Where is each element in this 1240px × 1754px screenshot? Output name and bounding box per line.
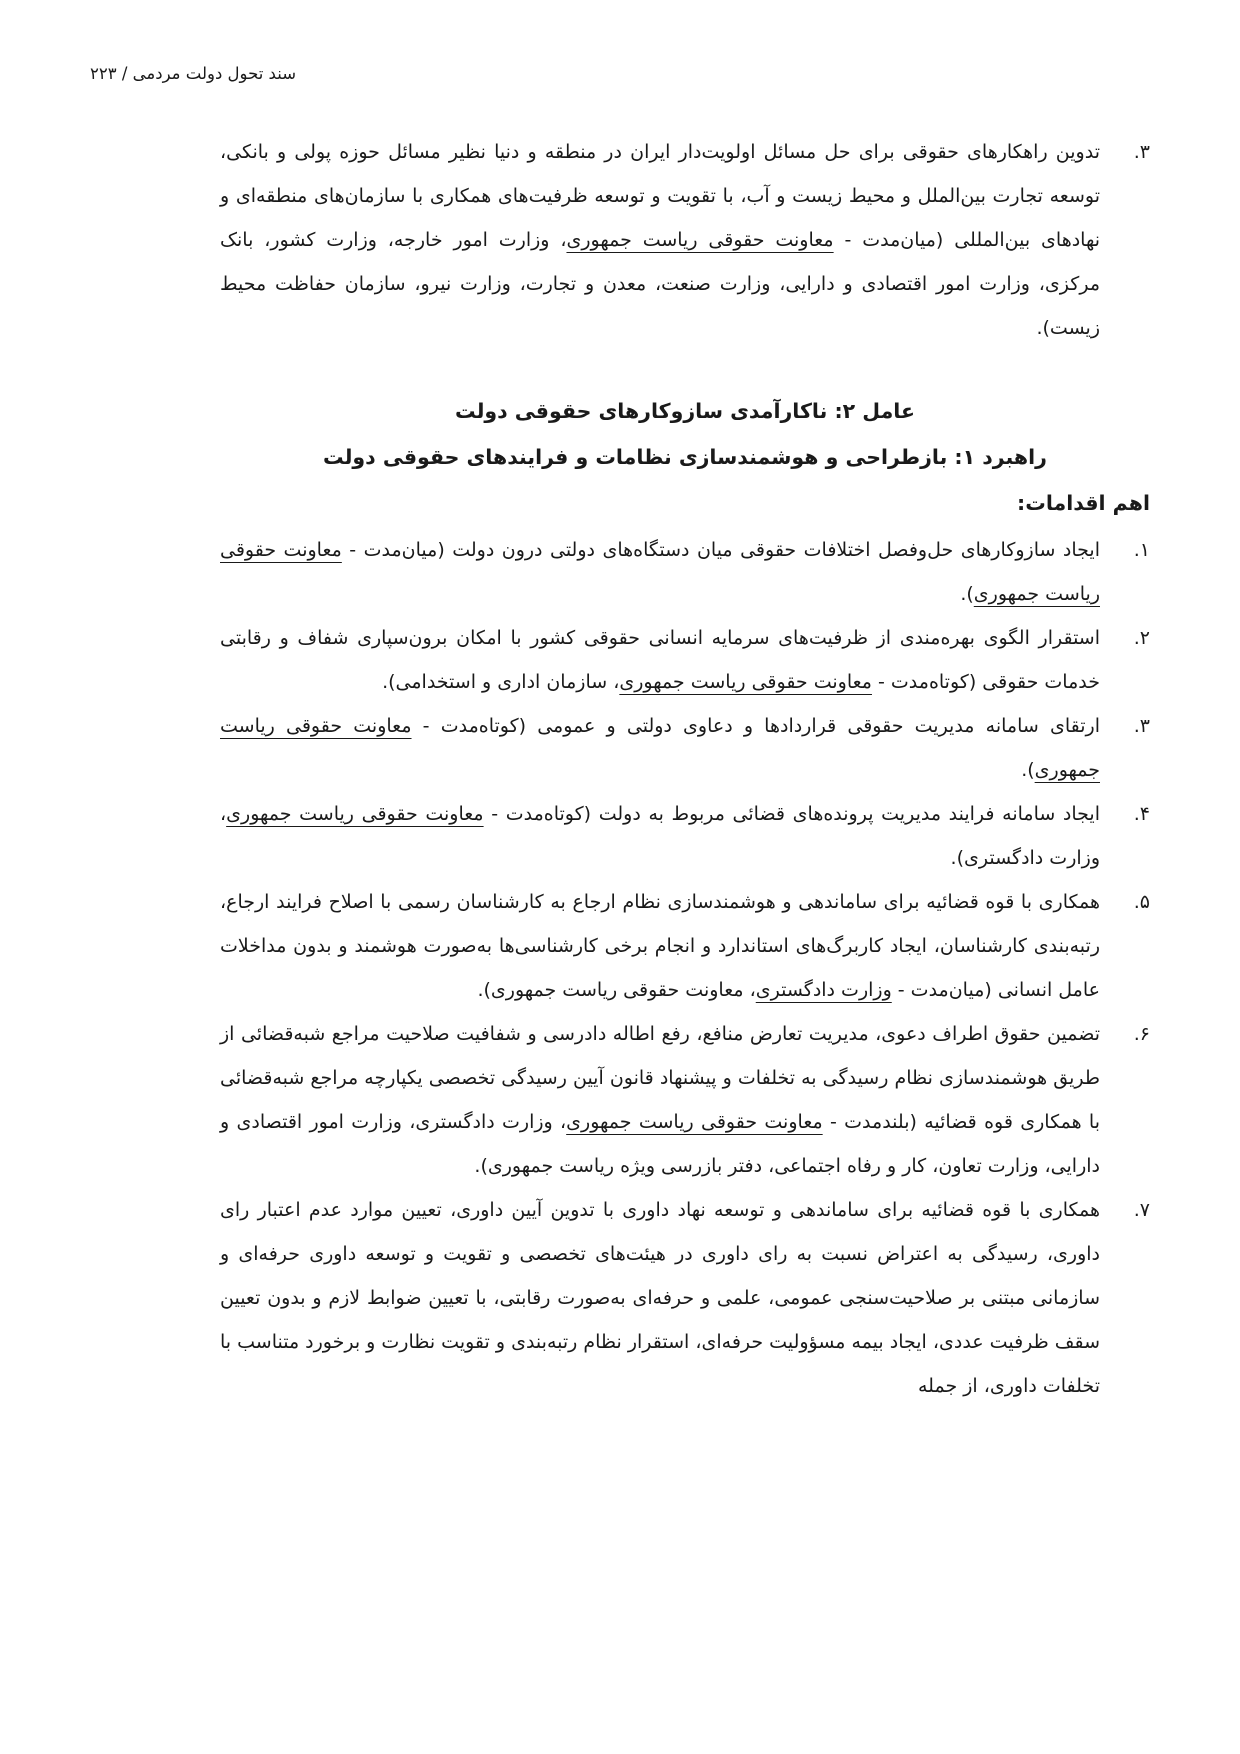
underlined-organization: معاونت حقوقی ریاست جمهوری [566, 229, 834, 251]
list-item [220, 528, 1150, 616]
list-item-text [220, 704, 1100, 792]
text-segment: استقرار الگوی بهره‌مندی از ظرفیت‌های سرمایه انسانی حقوقی کشور با امکان برون‌سپاری شفاف و رقابتی خدمات حقوقی (کوتاه‌مدت - [220, 627, 1100, 693]
underlined-organization: معاونت حقوقی ریاست جمهوری [220, 715, 1100, 781]
list-item [220, 792, 1150, 880]
list-item-number: ۶. [1133, 1023, 1150, 1045]
text-segment: ارتقای سامانه مدیریت حقوقی قراردادها و دعاوی دولتی و عمومی (کوتاه‌مدت - [411, 715, 1100, 737]
list-item [220, 1012, 1150, 1188]
text-segment: ایجاد سامانه فرایند مدیریت پرونده‌های قضائی مربوط به دولت (کوتاه‌مدت - [483, 803, 1101, 825]
text-segment: تضمین حقوق اطراف دعوی، مدیریت تعارض منافع، رفع اطاله دادرسی و شفافیت صلاحیت مراجع شبه‌قضائی از طریق هوشمندسازی نظام رسیدگی به تخلفات و پیشنهاد قانون آیین رسیدگی تخصصی یکپارچه مراجع شبه‌قضائی با همکاری قوه قضائیه (بلندمدت - [220, 1023, 1100, 1133]
list-item-text [220, 616, 1100, 704]
list-item-number: ۱. [1133, 539, 1150, 561]
text-segment: ، وزارت دادگستری). [220, 803, 1100, 869]
underlined-organization: معاونت حقوقی ریاست جمهوری [226, 803, 484, 825]
text-segment: ). [960, 583, 974, 605]
list-item-text [220, 1188, 1100, 1408]
actions-heading: اهم اقدامات: [1017, 491, 1150, 515]
text-segment: همکاری با قوه قضائیه برای ساماندهی و توسعه نهاد داوری با تدوین آیین داوری، تعیین موارد عدم اعتبار رای داوری، رسیدگی به اعتراض نسبت به رای داوری در هیئت‌های تخصصی و تقویت و توسعه داوری حرفه‌ای و سازمانی مبتنی بر صلاحیت‌سنجی عمومی، علمی و حرفه‌ای به‌صورت رقابتی، با تعیین ضوابط لازم و بدون تعیین سقف ظرفیت عددی، ایجاد بیمه مسؤولیت حرفه‌ای، استقرار نظام رتبه‌بندی و تقویت نظارت و برخورد متناسب با تخلفات داوری، از جمله [220, 1199, 1100, 1397]
page-header-title: سند تحول دولت مردمی / ۲۲۳ [90, 64, 297, 83]
text-segment: ، وزارت امور خارجه، وزارت کشور، بانک مرکزی، وزارت امور اقتصادی و دارایی، وزارت صنعت، معدن و تجارت، وزارت نیرو، سازمان حفاظت محیط زیست). [220, 229, 1100, 339]
list-item-number: ۳. [1133, 141, 1150, 163]
text-segment: تدوین راهکارهای حقوقی برای حل مسائل اولویت‌دار ایران در منطقه و دنیا نظیر مسائل حوزه پولی و بانکی، توسعه تجارت بین‌الملل و محیط زیست و آب، با تقویت و توسعه ظرفیت‌های همکاری با سازمان‌های منطقه‌ای و نهادهای بین‌المللی (میان‌مدت - [220, 141, 1101, 251]
factor-heading: عامل ۲: ناکارآمدی سازوکارهای حقوقی دولت [455, 399, 915, 423]
list-item-text [220, 130, 1100, 350]
actions-list [220, 528, 1150, 1408]
strategy-heading: راهبرد ۱: بازطراحی و هوشمندسازی نظامات و فرایندهای حقوقی دولت [323, 445, 1047, 469]
underlined-organization: معاونت حقوقی ریاست جمهوری [619, 671, 872, 693]
text-segment: همکاری با قوه قضائیه برای ساماندهی و هوشمندسازی نظام ارجاع به کارشناسان رسمی با اصلاح فرایند ارجاع، رتبه‌بندی کارشناسان، ایجاد کاربرگ‌های استاندارد و انجام برخی کارشناسی‌ها به‌صورت هوشمند و بدون مداخلات عامل انسانی (میان‌مدت - [220, 891, 1100, 1001]
text-segment: ، سازمان اداری و استخدامی). [382, 671, 620, 693]
text-segment: ). [1021, 759, 1035, 781]
list-item-text [220, 880, 1100, 1012]
list-item-text [220, 792, 1100, 880]
list-item-text [220, 528, 1100, 616]
page-header [90, 62, 1150, 86]
list-item-number: ۳. [1133, 715, 1150, 737]
intro-list [220, 130, 1150, 350]
list-item-number: ۷. [1133, 1199, 1150, 1221]
underlined-organization: وزارت دادگستری [755, 979, 892, 1001]
list-item [220, 1188, 1150, 1408]
list-item-number: ۲. [1133, 627, 1150, 649]
text-segment: ، معاونت حقوقی ریاست جمهوری). [477, 979, 756, 1001]
underlined-organization: معاونت حقوقی ریاست جمهوری [220, 539, 1100, 605]
list-item-number: ۴. [1133, 803, 1150, 825]
text-segment: ایجاد سازوکارهای حل‌وفصل اختلافات حقوقی میان دستگاه‌های دولتی درون دولت (میان‌مدت - [341, 539, 1100, 561]
list-item [220, 880, 1150, 1012]
list-item-number: ۵. [1133, 891, 1150, 913]
list-item [220, 616, 1150, 704]
list-item [220, 704, 1150, 792]
text-segment: ، وزارت دادگستری، وزارت امور اقتصادی و دارایی، وزارت تعاون، کار و رفاه اجتماعی، دفتر بازرسی ویژه ریاست جمهوری). [220, 1111, 1100, 1177]
list-item-text [220, 1012, 1100, 1188]
list-item [220, 130, 1150, 350]
page-content [220, 130, 1150, 1408]
underlined-organization: معاونت حقوقی ریاست جمهوری [566, 1111, 823, 1133]
